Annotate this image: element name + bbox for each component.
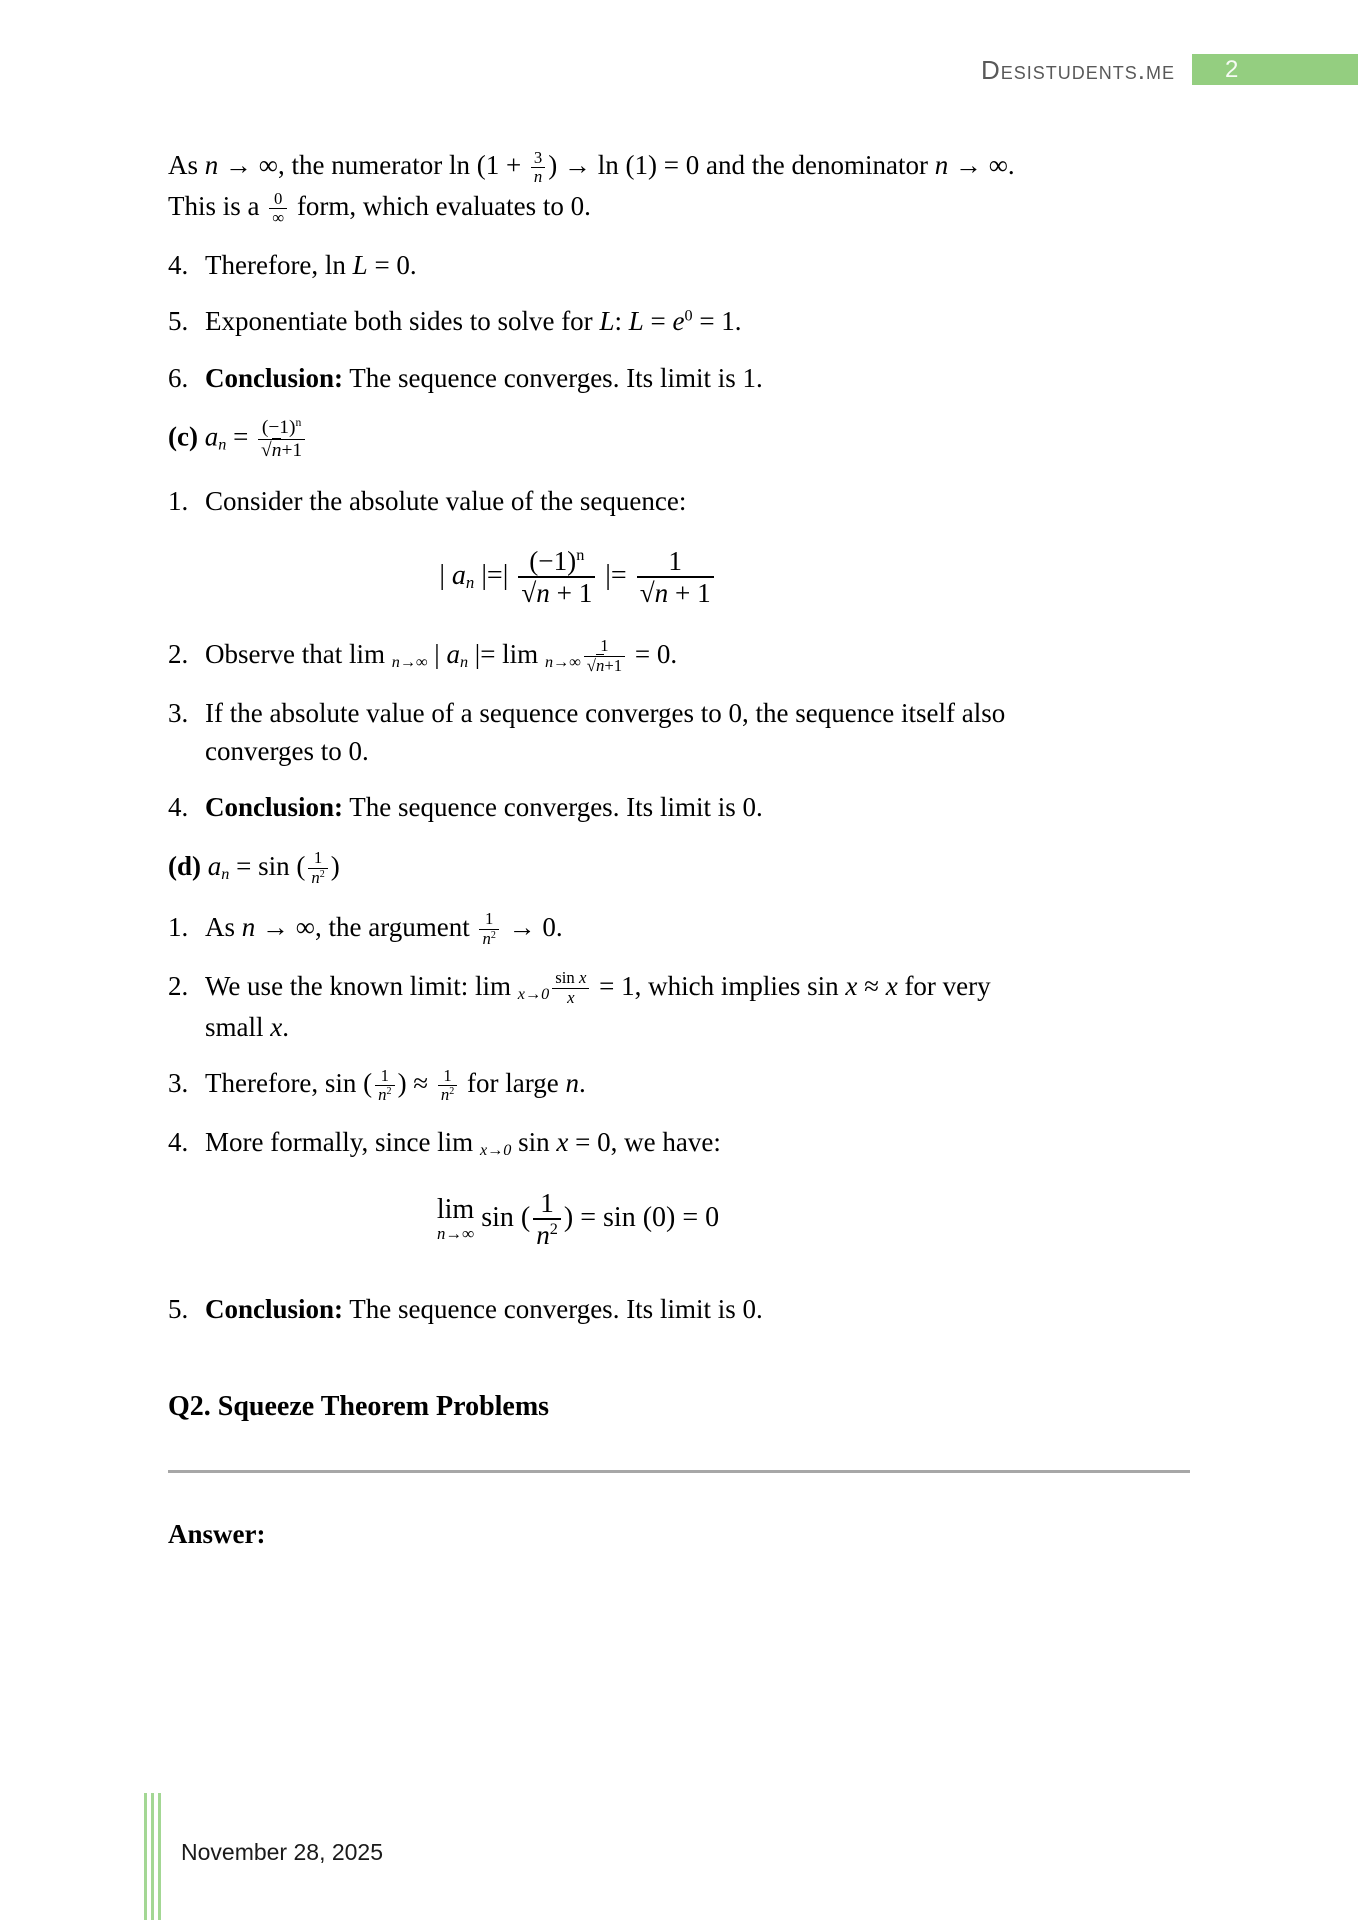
fraction-1-over-sqrtn1: $\frac{1}{√n+1}$ (584, 637, 625, 675)
document-body (168, 146, 1200, 1554)
page-number-badge (1192, 54, 1358, 85)
limit-subscript: n→∞ (391, 652, 428, 671)
conclusion-label: Conclusion: (205, 792, 344, 823)
list-marker: 3. (168, 1068, 189, 1099)
fraction-0-over-infinity: $\frac{0}{\infty}$ (269, 190, 287, 228)
limit-subscript: n→∞ (544, 652, 581, 671)
decorative-green-bars (144, 1793, 165, 1920)
fraction-1-over-n2: $\frac{1}{n^2}$ (479, 910, 498, 948)
section-heading-q2: Q2. Squeeze Theorem Problems (168, 1390, 550, 1422)
list-item-d4 (168, 1123, 1200, 1161)
page-header (0, 54, 1358, 85)
exponent: 0 (684, 306, 693, 325)
list-marker: 1. (168, 485, 189, 516)
list-item-text: Conclusion: The sequence converges. Its limit is 0. (205, 792, 763, 823)
fraction-1-over-n2: $\frac{1}{n^2}$ (438, 1067, 457, 1105)
list-item-c2 (168, 635, 1200, 676)
list-item-text: As n → ∞, the argument $\frac{1}{n^2}$ → 0. (205, 909, 563, 949)
intro-paragraph (168, 146, 1200, 228)
limit-subscript: x→0 (479, 1141, 512, 1160)
list-item-5 (168, 302, 1200, 340)
list-marker: 4. (168, 1127, 189, 1158)
list-marker: 5. (168, 306, 189, 337)
fraction-1-over-n2: $\frac{1}{n^2}$ (308, 849, 327, 887)
list-marker: 4. (168, 250, 189, 281)
part-d-heading: (d) $a_n = \sin$ ( $\frac{1}{n^2}$ ) (168, 848, 340, 888)
fraction-minus1n-over-sqrtn1: $\frac{(-1)^n}{√n+1}$ (258, 417, 305, 462)
list-item-d3 (168, 1064, 1200, 1105)
list-item-text: Exponentiate both sides to solve for L: $L = e^0 = 1$. (205, 306, 742, 337)
list-item-text: Consider the absolute value of the sequence: (205, 485, 687, 516)
list-item-text: Conclusion: The sequence converges. Its limit is 0. (205, 1294, 763, 1325)
list-item-d1 (168, 908, 1200, 949)
list-item-text: More formally, since lim $_{x\to 0}$ sin x = 0, we have: (205, 1127, 721, 1160)
fraction-1-over-sqrtn1: $\frac{1}{√n + 1}$ (637, 546, 714, 609)
part-c-heading: (c) $a_n$ = $\frac{(-1)^n}{√n+1}$ (168, 417, 1200, 462)
list-item-text: If the absolute value of a sequence converges to 0, the sequence itself also converges to 0. (205, 697, 1006, 767)
list-marker: 6. (168, 362, 189, 393)
fraction-1-over-n2: $\frac{1}{n^2}$ (533, 1188, 561, 1251)
list-item-text: Therefore, sin ( $\frac{1}{n^2}$ ) ≈ $\frac{1}{n^2}$ for large n. (205, 1065, 586, 1105)
list-marker: 5. (168, 1294, 189, 1325)
fraction-sinx-over-x: $\frac{\text{sin x}}{x}$ (552, 969, 589, 1007)
fraction-1-over-n2: $\frac{1}{n^2}$ (375, 1067, 394, 1105)
intro-line-1: As n → ∞, the numerator ln (1 + $\frac{3}{n}$ ) → ln (1) = 0 and the denominator n → ∞. (168, 147, 1015, 187)
list-marker: 2. (168, 970, 189, 1001)
fraction-3-over-n: $\frac{3}{n}$ (531, 149, 545, 187)
green-bar (158, 1793, 161, 1920)
list-marker: 3. (168, 697, 189, 728)
list-item-text: Conclusion: The sequence converges. Its limit is 1. (205, 362, 763, 393)
list-item-c1 (168, 482, 1200, 520)
display-equation-limit-sin: lim n→∞ sin ( $\frac{1}{n^2}$ ) = sin (0) = 0 (436, 1187, 720, 1250)
limit-stack: lim n→∞ (436, 1194, 475, 1243)
green-bar (151, 1793, 154, 1920)
list-item-text: We use the known limit: lim $_{x\to 0}$ $\frac{\text{sin x}}{x}$ = 1, which implies sin x ≈ x for very small x. (205, 968, 991, 1042)
list-item-c4-conclusion (168, 788, 1200, 826)
list-item-4 (168, 246, 1200, 284)
list-item-text: Therefore, ln L = 0. (205, 250, 417, 281)
intro-line-2: This is a $\frac{0}{\infty}$ form, which evaluates to 0. (168, 188, 591, 228)
site-title: Desistudents.me (980, 54, 1175, 85)
conclusion-label: Conclusion: (205, 362, 344, 393)
green-bar (144, 1793, 147, 1920)
list-item-6-conclusion (168, 359, 1200, 397)
list-item-d2 (168, 967, 1200, 1046)
list-marker: 1. (168, 911, 189, 942)
list-marker: 2. (168, 638, 189, 669)
list-item-c3 (168, 694, 1200, 771)
horizontal-rule (168, 1470, 1190, 1473)
list-item-d5-conclusion (168, 1290, 1200, 1328)
fraction-minus1n-over-sqrtn1: $\frac{(-1)^n}{√n + 1}$ (518, 546, 595, 609)
conclusion-label: Conclusion: (205, 1294, 344, 1325)
display-equation-absolute-value: | $a_n$ |=| $\frac{(-1)^n}{√n + 1}$ |= $\frac{1}{√n + 1}$ (168, 546, 988, 609)
page-number: 2 (1225, 56, 1239, 83)
answer-label: Answer: (168, 1519, 266, 1550)
list-item-text: Observe that lim $_{n\to\infty}$ | $a_n$ |= lim $_{n\to\infty}$ $\frac{1}{√n+1}$ = 0. (205, 636, 678, 676)
list-marker: 4. (168, 792, 189, 823)
limit-subscript: x→0 (517, 984, 550, 1003)
footer-date: November 28, 2025 (181, 1839, 384, 1865)
